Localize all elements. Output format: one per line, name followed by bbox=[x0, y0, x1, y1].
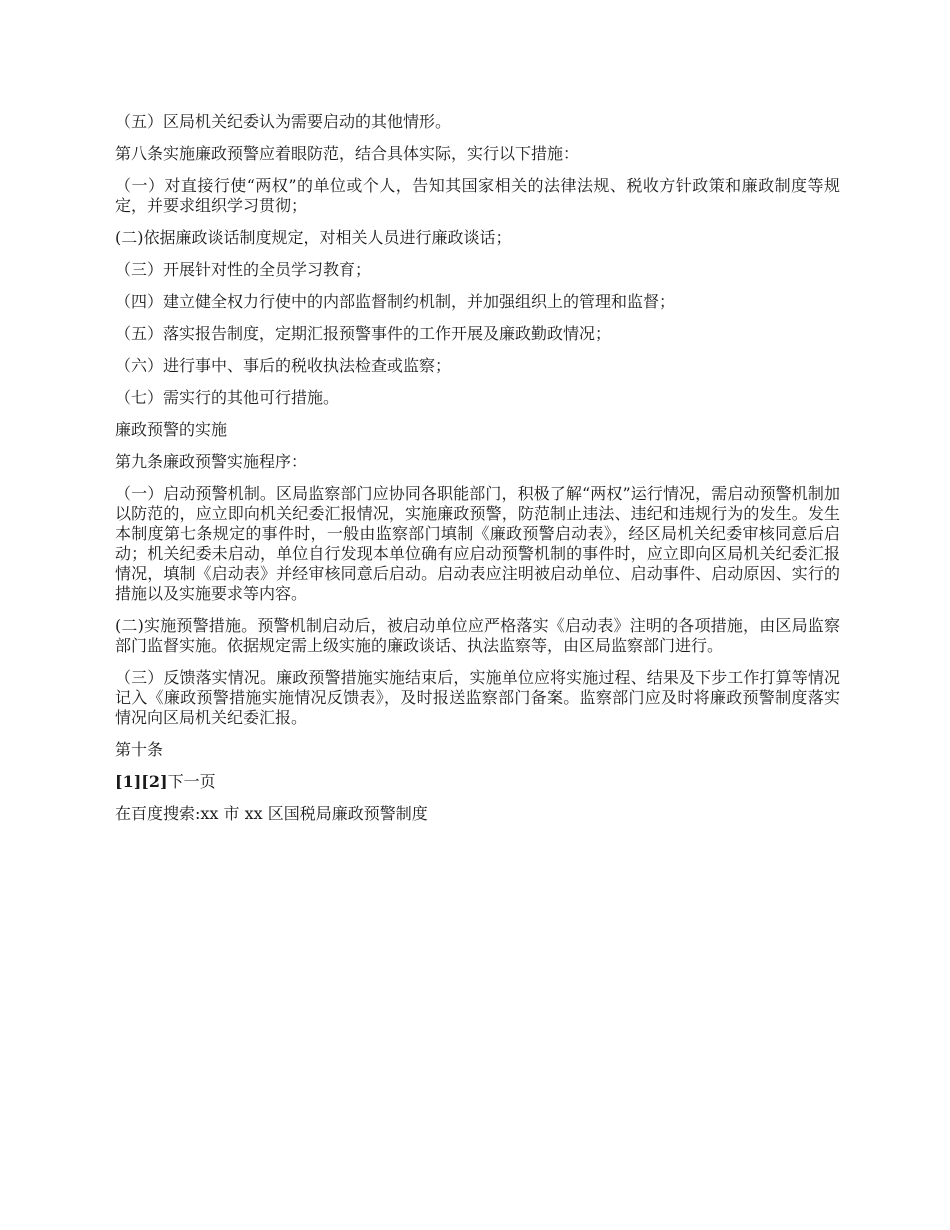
paragraph: 第九条廉政预警实施程序： bbox=[115, 452, 308, 471]
page-1-link[interactable]: [1] bbox=[115, 772, 142, 791]
paragraph: (二)实施预警措施。预警机制启动后，被启动单位应严格落实《启动表》注明的各项措施，由区局监察部门监督实施。依据规定需上级实施的廉政谈话、执法监察等，由区局监察部门进行。 bbox=[115, 616, 840, 655]
paragraph: （三）开展针对性的全员学习教育； bbox=[115, 260, 372, 279]
paragraph: （七）需实行的其他可行措施。 bbox=[115, 388, 340, 407]
search-query-link[interactable]: xx 市 xx 区国税局廉政预警制度 bbox=[200, 804, 428, 823]
pagination bbox=[115, 772, 840, 792]
paragraph: 第八条实施廉政预警应着眼防范，结合具体实际，实行以下措施： bbox=[115, 144, 580, 163]
next-page-link[interactable]: 下一页 bbox=[167, 772, 216, 791]
page-2-link[interactable]: [2] bbox=[141, 772, 168, 791]
search-prefix: 在百度搜索: bbox=[115, 804, 201, 823]
paragraph: （六）进行事中、事后的税收执法检查或监察； bbox=[115, 356, 452, 375]
paragraph: 第十条 bbox=[115, 740, 164, 759]
section-heading: 廉政预警的实施 bbox=[115, 420, 228, 439]
paragraph: （一）对直接行使“两权”的单位或个人，告知其国家相关的法律法规、税收方针政策和廉政制度等规定，并要求组织学习贯彻； bbox=[115, 176, 840, 215]
baidu-search-line bbox=[115, 804, 840, 824]
paragraph: （四）建立健全权力行使中的内部监督制约机制，并加强组织上的管理和监督； bbox=[115, 292, 676, 311]
paragraph: （三）反馈落实情况。廉政预警措施实施结束后，实施单位应将实施过程、结果及下步工作打算等情况记入《廉政预警措施实施情况反馈表》，及时报送监察部门备案。监察部门应及时将廉政预警制度落实情况向区局机关纪委汇报。 bbox=[115, 668, 840, 727]
paragraph: （五）区局机关纪委认为需要启动的其他情形。 bbox=[115, 112, 452, 131]
paragraph: （五）落实报告制度，定期汇报预警事件的工作开展及廉政勤政情况； bbox=[115, 324, 612, 343]
document-body bbox=[115, 112, 840, 824]
paragraph: (二)依据廉政谈话制度规定，对相关人员进行廉政谈话； bbox=[115, 228, 512, 247]
paragraph: （一）启动预警机制。区局监察部门应协同各职能部门，积极了解“两权”运行情况，需启动预警机制加以防范的，应立即向机关纪委汇报情况，实施廉政预警，防范制止违法、违纪和违规行为的发生。发生本制度第七条规定的事件时，一般由监察部门填制《廉政预警启动表》，经区局机关纪委审核同意后启动；机关纪委未启动，单位自行发现本单位确有应启动预警机制的事件时，应立即向区局机关纪委汇报情况，填制《启动表》并经审核同意后启动。启动表应注明被启动单位、启动事件、启动原因、实行的措施以及实施要求等内容。 bbox=[115, 484, 840, 603]
